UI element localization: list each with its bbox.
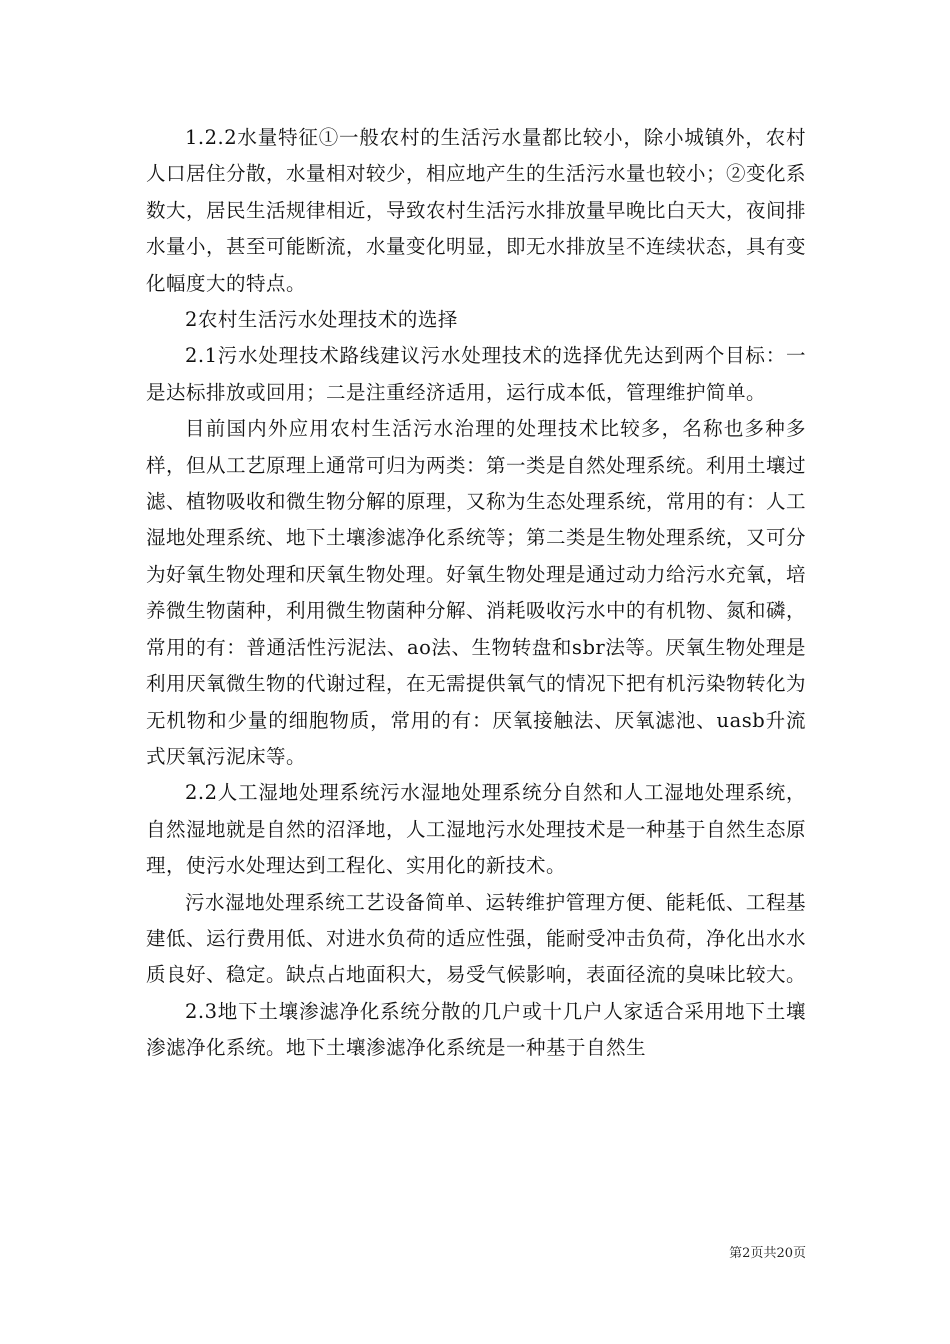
paragraph-constructed-wetland: 2.2人工湿地处理系统污水湿地处理系统分自然和人工湿地处理系统，自然湿地就是自然的沼泽地，人工湿地污水处理技术是一种基于自然生态原理，使污水处理达到工程化、实用化的新技术。: [146, 781, 807, 878]
paragraph-wetland-pros-cons: 污水湿地处理系统工艺设备简单、运转维护管理方便、能耗低、工程基建低、运行费用低、对进水负荷的适应性强，能耐受冲击负荷，净化出水水质良好、稳定。缺点占地面积大，易受气候影响，表面径流的臭味比较大。: [146, 890, 807, 987]
paragraph-soil-infiltration: 2.3地下土壤渗滤净化系统分散的几户或十几户人家适合采用地下土壤渗滤净化系统。地下土壤渗滤净化系统是一种基于自然生: [146, 999, 806, 1060]
paragraph-water-quantity: 1.2.2水量特征①一般农村的生活污水量都比较小，除小城镇外，农村人口居住分散，水量相对较少，相应地产生的生活污水量也较小；②变化系数大，居民生活规律相近，导致农村生活污水排放量早晚比白天大，夜间排水量小，甚至可能断流，水量变化明显，即无水排放呈不连续状态，具有变化幅度大的特点。: [146, 126, 807, 295]
page-number-footer: 第2页共20页: [729, 1246, 806, 1261]
paragraph-technology-route: 2.1污水处理技术路线建议污水处理技术的选择优先达到两个目标：一是达标排放或回用；二是注重经济适用，运行成本低，管理维护简单。: [146, 344, 806, 404]
body-text: [146, 120, 806, 1067]
section-heading-treatment-choice: 2农村生活污水处理技术的选择: [185, 308, 458, 332]
paragraph-treatment-overview: 目前国内外应用农村生活污水治理的处理技术比较多，名称也多种多样，但从工艺原理上通常可归为两类：第一类是自然处理系统。利用土壤过滤、植物吸收和微生物分解的原理，又称为生态处理系统，常用的有：人工湿地处理系统、地下土壤渗滤净化系统等；第二类是生物处理系统，又可分为好氧生物处理和厌氧生物处理。好氧生物处理是通过动力给污水充氧，培养微生物菌种，利用微生物菌种分解、消耗吸收污水中的有机物、氮和磷，常用的有：普通活性污泥法、ao法、生物转盘和sbr法等。厌氧生物处理是利用厌氧微生物的代谢过程，在无需提供氧气的情况下把有机污染物转化为无机物和少量的细胞物质，常用的有：厌氧接触法、厌氧滤池、uasb升流式厌氧污泥床等。: [146, 417, 807, 768]
